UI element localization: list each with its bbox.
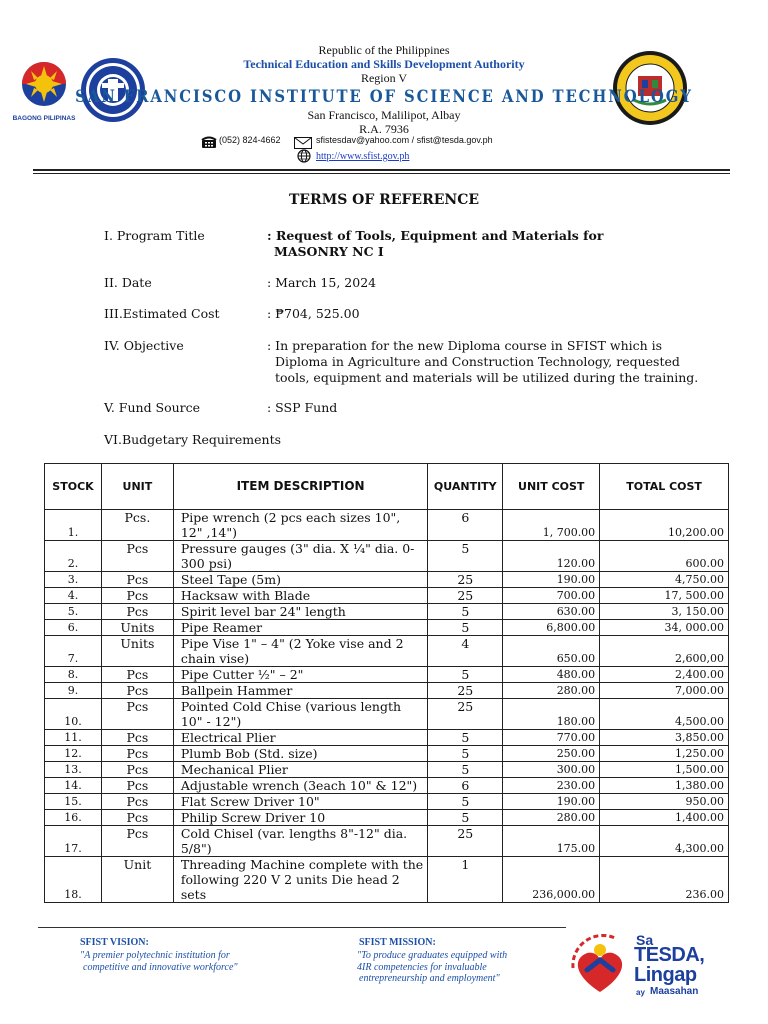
total-cost-cell: 1,380.00 (600, 778, 729, 794)
ra-line: R.A. 7936 (359, 122, 409, 136)
email-address[interactable]: sfistesdav@yahoo.com / sfist@tesda.gov.ph (316, 135, 493, 145)
item-description-cell: Ballpein Hammer (173, 683, 427, 699)
quantity-cell: 5 (428, 810, 503, 826)
stock-cell: 5. (45, 604, 102, 620)
phone-number: (052) 824-4662 (219, 135, 281, 145)
quantity-cell: 5 (428, 730, 503, 746)
quantity-cell: 5 (428, 604, 503, 620)
agency-name: Technical Education and Skills Development Authority (243, 57, 525, 71)
unit-cell: Pcs (101, 794, 173, 810)
unit-cell: Pcs (101, 746, 173, 762)
unit-cell: Pcs (101, 541, 173, 572)
unit-cell: Pcs (101, 778, 173, 794)
quantity-cell: 5 (428, 794, 503, 810)
stock-cell: 1. (45, 510, 102, 541)
institute-name: SAN FRANCISCO INSTITUTE OF SCIENCE AND TECHNOLOGY (75, 87, 693, 106)
item-description-cell: Pressure gauges (3" dia. X ¼" dia. 0-300 psi) (173, 541, 427, 572)
table-row (45, 510, 729, 541)
unit-cell: Pcs (101, 730, 173, 746)
field-value-program-title: : Request of Tools, Equipment and Materials for MASONRY NC I (267, 228, 604, 259)
quantity-cell: 6 (428, 778, 503, 794)
unit-cell: Pcs (101, 762, 173, 778)
stock-cell: 9. (45, 683, 102, 699)
field-value-objective: : In preparation for the new Diploma course in SFIST which is Diploma in Agriculture and Construction Technology, requested tools, equipment and materials will be utilized during the training. (267, 338, 699, 385)
quantity-cell: 25 (428, 588, 503, 604)
total-cost-cell: 4,750.00 (600, 572, 729, 588)
total-cost-cell: 950.00 (600, 794, 729, 810)
unit-cost-cell: 230.00 (503, 778, 600, 794)
total-cost-cell: 2,600,00 (600, 636, 729, 667)
unit-cell: Pcs (101, 667, 173, 683)
total-cost-cell: 34, 000.00 (600, 620, 729, 636)
item-description-cell: Pipe Cutter ½" – 2" (173, 667, 427, 683)
quantity-cell: 5 (428, 667, 503, 683)
unit-cell: Unit (101, 857, 173, 903)
stock-cell: 3. (45, 572, 102, 588)
stock-cell: 18. (45, 857, 102, 903)
total-cost-cell: 1,250.00 (600, 746, 729, 762)
stock-cell: 16. (45, 810, 102, 826)
tesda-lingap-logo-graphic (565, 930, 635, 1004)
col-header-quantity: QUANTITY (428, 464, 503, 510)
item-description-cell: Pointed Cold Chise (various length 10" - 12") (173, 699, 427, 730)
item-description-cell: Spirit level bar 24" length (173, 604, 427, 620)
table-row (45, 636, 729, 667)
globe-icon (297, 148, 311, 167)
col-header-item-description: ITEM DESCRIPTION (173, 464, 427, 510)
item-description-cell: Pipe wrench (2 pcs each sizes 10", 12" ,14") (173, 510, 427, 541)
total-cost-cell: 600.00 (600, 541, 729, 572)
item-description-cell: Pipe Vise 1" – 4" (2 Yoke vise and 2 chain vise) (173, 636, 427, 667)
item-description-cell: Cold Chisel (var. lengths 8"-12" dia. 5/8") (173, 826, 427, 857)
field-label-budgetary: VI.Budgetary Requirements (104, 432, 282, 447)
total-cost-cell: 3,850.00 (600, 730, 729, 746)
table-row (45, 778, 729, 794)
unit-cost-cell: 190.00 (503, 572, 600, 588)
brand-ay: ay (636, 988, 645, 997)
header-rule-thin (33, 173, 730, 174)
website-link[interactable]: http://www.sfist.gov.ph (316, 151, 410, 162)
table-row (45, 810, 729, 826)
total-cost-cell: 4,500.00 (600, 699, 729, 730)
unit-cell: Units (101, 636, 173, 667)
quantity-cell: 25 (428, 826, 503, 857)
stock-cell: 11. (45, 730, 102, 746)
stock-cell: 8. (45, 667, 102, 683)
table-row (45, 572, 729, 588)
brand-tesda: TESDA, (634, 944, 705, 966)
stock-cell: 2. (45, 541, 102, 572)
unit-cost-cell: 120.00 (503, 541, 600, 572)
unit-cell: Pcs (101, 826, 173, 857)
stock-cell: 17. (45, 826, 102, 857)
field-label-date: II. Date (104, 275, 152, 290)
table-row (45, 730, 729, 746)
quantity-cell: 25 (428, 572, 503, 588)
unit-cost-cell: 1, 700.00 (503, 510, 600, 541)
quantity-cell: 25 (428, 683, 503, 699)
bagong-pilipinas-caption: BAGONG PILIPINAS (12, 115, 76, 122)
stock-cell: 10. (45, 699, 102, 730)
col-header-unit-cost: UNIT COST (503, 464, 600, 510)
total-cost-cell: 1,500.00 (600, 762, 729, 778)
document-title: TERMS OF REFERENCE (288, 192, 480, 208)
region-line: Region V (360, 71, 408, 85)
total-cost-cell: 2,400.00 (600, 667, 729, 683)
table-row (45, 667, 729, 683)
unit-cost-cell: 250.00 (503, 746, 600, 762)
total-cost-cell: 10,200.00 (600, 510, 729, 541)
unit-cost-cell: 236,000.00 (503, 857, 600, 903)
item-description-cell: Steel Tape (5m) (173, 572, 427, 588)
unit-cell: Pcs (101, 699, 173, 730)
table-row (45, 588, 729, 604)
unit-cost-cell: 300.00 (503, 762, 600, 778)
item-description-cell: Adjustable wrench (3each 10" & 12") (173, 778, 427, 794)
unit-cost-cell: 650.00 (503, 636, 600, 667)
table-header-row (45, 464, 729, 510)
table-row (45, 620, 729, 636)
address-line: San Francisco, Malilipot, Albay (307, 108, 461, 122)
table-row (45, 541, 729, 572)
table-row (45, 826, 729, 857)
table-row (45, 604, 729, 620)
col-header-unit: UNIT (101, 464, 173, 510)
table-row (45, 683, 729, 699)
total-cost-cell: 3, 150.00 (600, 604, 729, 620)
field-label-fund-source: V. Fund Source (104, 400, 201, 415)
unit-cost-cell: 700.00 (503, 588, 600, 604)
table-row (45, 857, 729, 903)
heart-figure-icon (565, 930, 635, 1000)
stock-cell: 12. (45, 746, 102, 762)
brand-sa: Sa (636, 932, 654, 948)
stock-cell: 6. (45, 620, 102, 636)
item-description-cell: Plumb Bob (Std. size) (173, 746, 427, 762)
stock-cell: 14. (45, 778, 102, 794)
unit-cost-cell: 770.00 (503, 730, 600, 746)
unit-cell: Pcs. (101, 510, 173, 541)
unit-cost-cell: 630.00 (503, 604, 600, 620)
quantity-cell: 4 (428, 636, 503, 667)
field-label-objective: IV. Objective (104, 338, 184, 353)
republic-line: Republic of the Philippines (318, 43, 450, 57)
quantity-cell: 5 (428, 762, 503, 778)
col-header-total-cost: TOTAL COST (600, 464, 729, 510)
unit-cost-cell: 280.00 (503, 810, 600, 826)
items-table (44, 463, 729, 903)
item-description-cell: Flat Screw Driver 10" (173, 794, 427, 810)
table-row (45, 794, 729, 810)
unit-cost-cell: 280.00 (503, 683, 600, 699)
field-label-program-title: I. Program Title (104, 228, 205, 243)
quantity-cell: 1 (428, 857, 503, 903)
total-cost-cell: 1,400.00 (600, 810, 729, 826)
header-rule (33, 169, 730, 171)
quantity-cell: 6 (428, 510, 503, 541)
unit-cell: Pcs (101, 810, 173, 826)
table-row (45, 746, 729, 762)
item-description-cell: Threading Machine complete with the following 220 V 2 units Die head 2 sets (173, 857, 427, 903)
quantity-cell: 5 (428, 620, 503, 636)
item-description-cell: Electrical Plier (173, 730, 427, 746)
field-value-fund-source: : SSP Fund (267, 400, 338, 415)
item-description-cell: Mechanical Plier (173, 762, 427, 778)
item-description-cell: Pipe Reamer (173, 620, 427, 636)
col-header-stock: STOCK (45, 464, 102, 510)
item-description-cell: Hacksaw with Blade (173, 588, 427, 604)
footer-rule (38, 927, 566, 928)
unit-cell: Units (101, 620, 173, 636)
unit-cell: Pcs (101, 604, 173, 620)
stock-cell: 7. (45, 636, 102, 667)
unit-cost-cell: 6,800.00 (503, 620, 600, 636)
vision-title: SFIST VISION: (80, 937, 149, 948)
unit-cell: Pcs (101, 683, 173, 699)
vision-text: "A premier polytechnic institution for competitive and innovative workforce" (80, 950, 238, 973)
unit-cost-cell: 190.00 (503, 794, 600, 810)
quantity-cell: 5 (428, 541, 503, 572)
total-cost-cell: 7,000.00 (600, 683, 729, 699)
stock-cell: 15. (45, 794, 102, 810)
total-cost-cell: 17, 500.00 (600, 588, 729, 604)
brand-maasahan: Maasahan (650, 986, 699, 997)
quantity-cell: 5 (428, 746, 503, 762)
unit-cell: Pcs (101, 588, 173, 604)
unit-cost-cell: 175.00 (503, 826, 600, 857)
field-value-date: : March 15, 2024 (267, 275, 377, 290)
quantity-cell: 25 (428, 699, 503, 730)
total-cost-cell: 4,300.00 (600, 826, 729, 857)
unit-cell: Pcs (101, 572, 173, 588)
unit-cost-cell: 480.00 (503, 667, 600, 683)
table-row (45, 762, 729, 778)
phone-icon (201, 133, 217, 152)
unit-cost-cell: 180.00 (503, 699, 600, 730)
stock-cell: 13. (45, 762, 102, 778)
brand-lingap: Lingap (634, 964, 697, 986)
total-cost-cell: 236.00 (600, 857, 729, 903)
field-label-estimated-cost: III.Estimated Cost (104, 306, 220, 321)
mission-text: "To produce graduates equipped with 4IR competencies for invaluable entrepreneurship and employment" (357, 950, 508, 984)
table-row (45, 699, 729, 730)
field-value-estimated-cost: : ₱704, 525.00 (267, 306, 360, 321)
mission-title: SFIST MISSION: (359, 937, 436, 948)
stock-cell: 4. (45, 588, 102, 604)
item-description-cell: Philip Screw Driver 10 (173, 810, 427, 826)
